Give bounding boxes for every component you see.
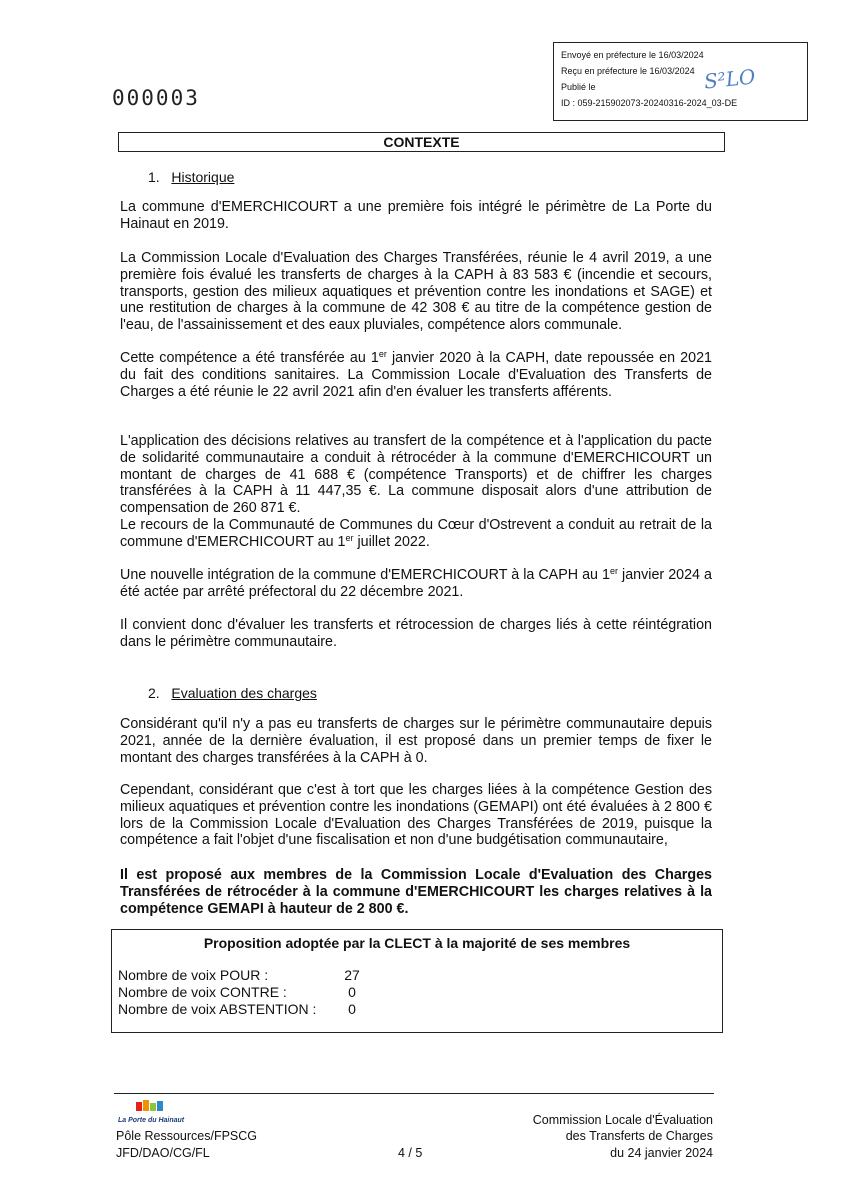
porte-du-hainaut-logo [118,1100,188,1128]
section-2-title: Evaluation des charges [171,685,317,701]
section-1-title: Historique [171,169,235,185]
paragraph: Il convient donc d'évaluer les transferts et rétrocession de charges liés à cette réintégration dans le périmètre communautaire. [120,617,712,650]
paragraph: La Commission Locale d'Evaluation des Charges Transférées, réunie le 4 avril 2019, a une première fois évalué les transferts de charges à la CAPH à 83 583 € (incendie et secours, transports, gestion des milieux aquatiques et prévention contre les inondations et SAGE) et une restitution de charges à la commune de 42 308 € au titre de la compétence gestion de l'eau, de l'assainissement et des eaux pluviales, compétence alors communale. [120,250,712,334]
footer-commission-line1: Commission Locale d'Évaluation [532,1113,713,1127]
stamp-sent-line: Envoyé en préfecture le 16/03/2024 [561,50,704,60]
superscript: er [345,532,354,543]
vote-against-label: Nombre de voix CONTRE : [118,984,287,1000]
page-title: CONTEXTE [118,132,725,152]
vote-for-label: Nombre de voix POUR : [118,967,269,983]
document-number: 000003 [112,86,200,110]
section-1-number: 1. [148,169,160,185]
footer-commission-line2: des Transferts de Charges [565,1129,713,1143]
section-1-heading [148,169,234,185]
stamp-published-line: Publié le [561,82,596,92]
paragraph: Considérant qu'il n'y a pas eu transferts de charges sur le périmètre communautaire depuis 2021, année de la dernière évaluation, il est proposé dans un premier temps de fixer le montant des charges transférées à la CAPH à 0. [120,716,712,766]
footer-date: du 24 janvier 2024 [610,1146,713,1160]
stamp-signature: S²LO [702,64,757,94]
paragraph: Cependant, considérant que c'est à tort que les charges liées à la compétence Gestion des milieux aquatiques et prévention contre les inondations (GEMAPI) ont été évaluées à 2 800 € lors de la Commission Locale d'Evaluation des Charges Transférées de 2019, puisque la compétence a fait l'objet d'une fiscalisation et non d'une budgétisation communautaire, [120,782,712,849]
footer-reference: JFD/DAO/CG/FL [116,1146,210,1160]
paragraph [120,350,712,400]
paragraph-text: juillet 2022. [353,533,430,550]
svg-text:La Porte du Hainaut: La Porte du Hainaut [118,1117,185,1124]
paragraph: La commune d'EMERCHICOURT a une première fois intégré le périmètre de La Porte du Hainaut en 2019. [120,199,712,232]
paragraph-text: janvier 2020 à la CAPH, date repoussée en 2021 du fait des conditions sanitaires. La Commission Locale d'Evaluation des Transferts de Charges a été réunie le 22 avril 2021 afin d'en évaluer les transferts afférents. [120,350,712,400]
page-number: 4 / 5 [398,1146,423,1160]
paragraph: L'application des décisions relatives au transfert de la compétence et à l'application du pacte de solidarité communautaire a conduit à rétrocéder à la commune d'EMERCHICOURT un montant de charges de 41 688 € (compétence Transports) et de chiffrer les charges transférées à la CAPH à 11 447,35 €. La commune disposait alors d'une attribution de compensation de 260 871 €. [120,433,712,517]
proposal-paragraph: Il est proposé aux membres de la Commission Locale d'Evaluation des Charges Transférées de rétrocéder à la commune d'EMERCHICOURT les charges relatives à la compétence GEMAPI à hauteur de 2 800 €. [120,867,712,917]
footer-department: Pôle Ressources/FPSCG [116,1129,258,1143]
vote-against-value: 0 [348,984,356,1000]
paragraph-text: Une nouvelle intégration de la commune d'EMERCHICOURT à la CAPH au 1 [120,567,610,583]
vote-abstention-value: 0 [348,1001,356,1017]
stamp-id-line: ID : 059-215902073-20240316-2024_03-DE [561,98,738,108]
vote-for-value: 27 [344,967,360,983]
paragraph-text: janvier 2024 a été actée par arrêté préfectoral du 22 décembre 2021. [120,567,712,600]
vote-abstention-label: Nombre de voix ABSTENTION : [118,1001,317,1017]
paragraph-text: Le recours de la Communauté de Communes du Cœur d'Ostrevent a conduit au retrait de la commune d'EMERCHICOURT au 1 [120,517,712,550]
vote-title: Proposition adoptée par la CLECT à la majorité de ses membres [203,935,631,951]
superscript: er [610,566,619,576]
paragraph [120,517,712,551]
vote-results-box [111,929,723,1033]
section-2-heading [148,685,317,701]
prefecture-stamp [553,42,808,121]
paragraph [120,567,712,601]
stamp-received-line: Reçu en préfecture le 16/03/2024 [561,66,695,76]
paragraph-text: Cette compétence a été transférée au 1 [120,350,379,366]
footer-divider [114,1093,714,1094]
section-2-number: 2. [148,685,160,701]
superscript: er [378,349,387,359]
